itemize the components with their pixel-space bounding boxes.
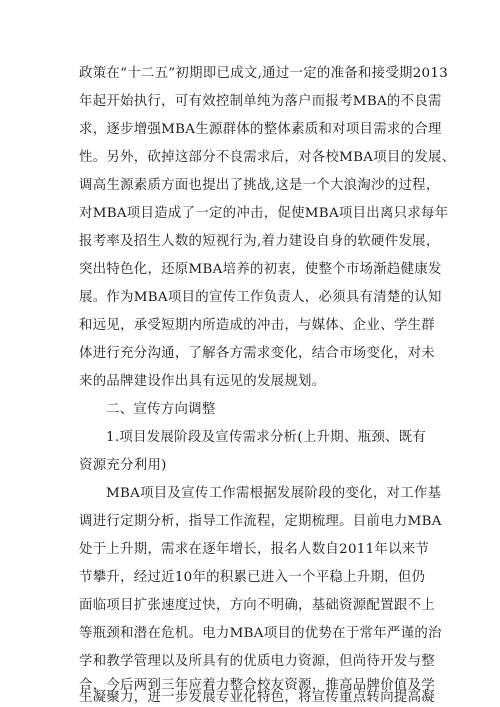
paragraph-line: 处于上升期，需求在逐年增长，报名人数自2011年以来节 bbox=[79, 542, 430, 557]
paragraph-line: 生凝聚力，进一步发展专业化特色，将宣传重点转向提高凝 bbox=[79, 690, 435, 705]
paragraph-line: 面临项目扩张速度过快，方向不明确，基础资源配置跟不上 bbox=[79, 598, 435, 613]
paragraph-line: 性。另外，砍掉这部分不良需求后，对各校MBA项目的发展、 bbox=[79, 150, 456, 165]
paragraph-line: 政策在“十二五”初期即已成文,通过一定的准备和接受期2013 bbox=[79, 66, 449, 81]
paragraph-line: MBA项目及宣传工作需根据发展阶段的变化，对工作基 bbox=[106, 486, 442, 501]
section-heading: 二、宣传方向调整 bbox=[106, 402, 216, 417]
paragraph-line: 调进行定期分析，指导工作流程，定期梳理。目前电力MBA bbox=[79, 514, 442, 529]
paragraph-line: 年起开始执行，可有效控制单纯为落户而报考MBA的不良需 bbox=[79, 94, 442, 109]
paragraph-line: 体进行充分沟通，了解各方需求变化，结合市场变化，对未 bbox=[79, 346, 435, 361]
paragraph-line: 调高生源素质方面也提出了挑战,这是一个大浪淘沙的过程， bbox=[79, 178, 440, 193]
paragraph-line: 节攀升，经过近10年的积累已进入一个平稳上升期，但仍 bbox=[79, 570, 426, 585]
paragraph-line: 和远见，承受短期内所造成的冲击，与媒体、企业、学生群 bbox=[79, 318, 435, 333]
paragraph-line: 求，逐步增强MBA生源群体的整体素质和对项目需求的合理 bbox=[79, 122, 442, 137]
subsection-heading: 1.项目发展阶段及宣传需求分析(上升期、瓶颈、既有 bbox=[106, 430, 427, 445]
paragraph-line: 对MBA项目造成了一定的冲击，促使MBA项目出离只求每年 bbox=[79, 206, 449, 221]
paragraph-line: 展。作为MBA项目的宣传工作负责人，必须具有清楚的认知 bbox=[79, 290, 442, 305]
subsection-heading-continuation: 资源充分利用) bbox=[79, 458, 167, 473]
paragraph-line: 突出特色化，还原MBA培养的初衷，使整个市场渐趋健康发 bbox=[79, 262, 442, 277]
paragraph-line: 合，今后两到三年应着力整合校友资源，推高品牌价值及学 bbox=[79, 678, 435, 693]
paragraph-line: 学和教学管理以及所具有的优质电力资源，但尚待开发与整 bbox=[79, 654, 435, 669]
paragraph-line: 来的品牌建设作出具有远见的发展规划。 bbox=[79, 374, 326, 389]
paragraph-line: 等瓶颈和潜在危机。电力MBA项目的优势在于常年严谨的治 bbox=[79, 626, 442, 641]
paragraph-line: 报考率及招生人数的短视行为,着力建设自身的软硬件发展， bbox=[79, 234, 440, 249]
